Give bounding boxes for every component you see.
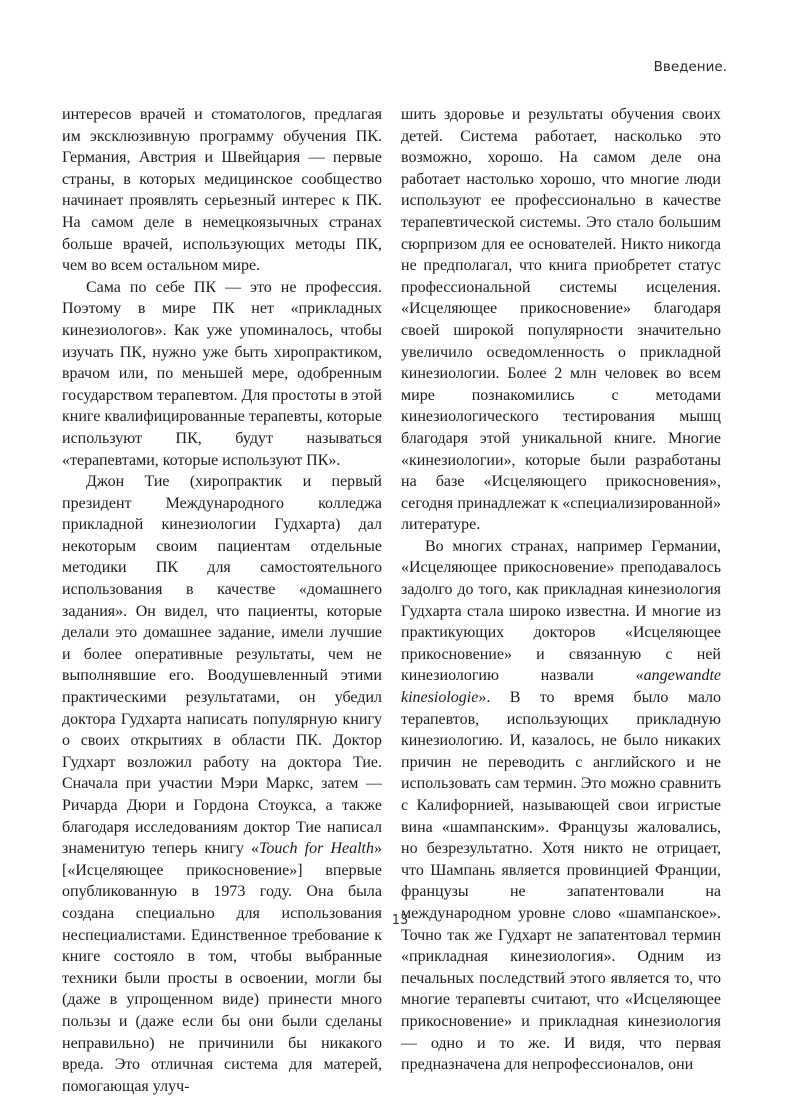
text-run: ». В то время было мало терапевтов, использующих прикладную кинезиологию. И, казалось, не было никаких причин не переводить с английского и не использовать сам термин. Это можно сравнить с Калифорнией, называющей свои игристые вина «шампанским». Французы жаловались, но безрезультатно. Хотя никто не отрицает, что Шампань является провинцией Франции, французы не запатентовали на международном уровне слово «шампанское». Точно так же Гудхарт не запатентовал термин «прикладная кинезиология». Одним из печальных последствий этого является то, что многие терапевты считают, что «Исцеляющее прикосновение» и прикладная кинезиология — одно и то же. И видя, что первая предназначена для непрофессионалов, они	[401, 689, 721, 1074]
book-title: Touch for Health	[258, 840, 374, 858]
foreign-term: angewandte kinesiologie	[401, 667, 721, 707]
paragraph	[62, 471, 382, 1097]
page-number: 13	[391, 913, 409, 928]
paragraph: Сама по себе ПК — это не профессия. Поэтому в мире ПК нет «прикладных кинезиологов». Как уже упоминалось, чтобы изучать ПК, нужно уже быть хиропрактиком, врачом или, по меньшей мере, одобренным государством терапевтом. Для простоты в этой книге квалифицированные терапевты, которые используют ПК, будут называться «терапевтами, которые используют ПК».	[62, 278, 382, 469]
paragraph	[401, 536, 721, 1076]
paragraph: шить здоровье и результаты обучения своих детей. Система работает, насколько это возможно, хорошо. На самом деле она работает настолько хорошо, что многие люди используют ее профессионально в качестве терапевтической системы. Это стало большим сюрпризом для ее основателей. Никто никогда не предполагал, что книга приобретет статус профессиональной системы исцеления. «Исцеляющее прикосновение» благодаря своей широкой популярности значительно увеличило осведомленность о прикладной кинезиологии. Более 2 млн человек во всем мире познакомились с методами кинезиологического тестирования мышц благодаря этой уникальной книге. Многие «кинезиологии», которые были разработаны на базе «Исцеляющего прикосновения», сегодня принадлежат к «специализированной» литературе.	[401, 106, 721, 534]
left-column	[62, 104, 382, 1097]
running-header: Введение.	[653, 59, 727, 75]
text-run: Во многих странах, например Германии, «Исцеляющее прикосновение» преподавалось задолго до того, как прикладная кинезиология Гудхарта стала широко известна. И многие из практикующих докторов «Исцеляющее прикосновение» и связанную с ней кинезиологию назвали «	[401, 537, 721, 685]
paragraph: интересов врачей и стоматологов, предлагая им эксклюзивную программу обучения ПК. Германия, Австрия и Швейцария — первые страны, в которых медицинское сообщество начинает проявлять серьезный интерес к ПК. На самом деле в немецкоязычных странах больше врачей, использующих методы ПК, чем во всем остальном мире.	[62, 106, 382, 275]
right-column	[401, 104, 721, 1076]
text-run: » [«Исцеляющее прикосновение»] впервые опубликованную в 1973 году. Она была создана специально для использования неспециалистами. Единственное требование к книге состояло в том, чтобы выбранные техники были просты в освоении, могли бы (даже в упрощенном виде) принести много пользы и (даже если бы они были сделаны неправильно) не причинили бы никакого вреда. Это отличная система для матерей, помогающая улуч-	[62, 840, 382, 1095]
text-run: Джон Тие (хиропрактик и первый президент Международного колледжа прикладной кинезиологии Гудхарта) дал некоторым своим пациентам отдельные методики ПК для самостоятельного использования в качестве «домашнего задания». Он видел, что пациенты, которые делали это домашнее задание, имели лучшие и более оперативные результаты, чем не выполнявшие его. Воодушевленный этими практическими результатами, он убедил доктора Гудхарта написать популярную книгу о своих открытиях в области ПК. Доктор Гудхарт возложил работу на доктора Тие. Сначала при участии Мэри Маркс, затем — Ричарда Дюри и Гордона Стоукса, а также благодаря исследованиям доктор Тие написал знаменитую теперь книгу «	[62, 473, 382, 858]
